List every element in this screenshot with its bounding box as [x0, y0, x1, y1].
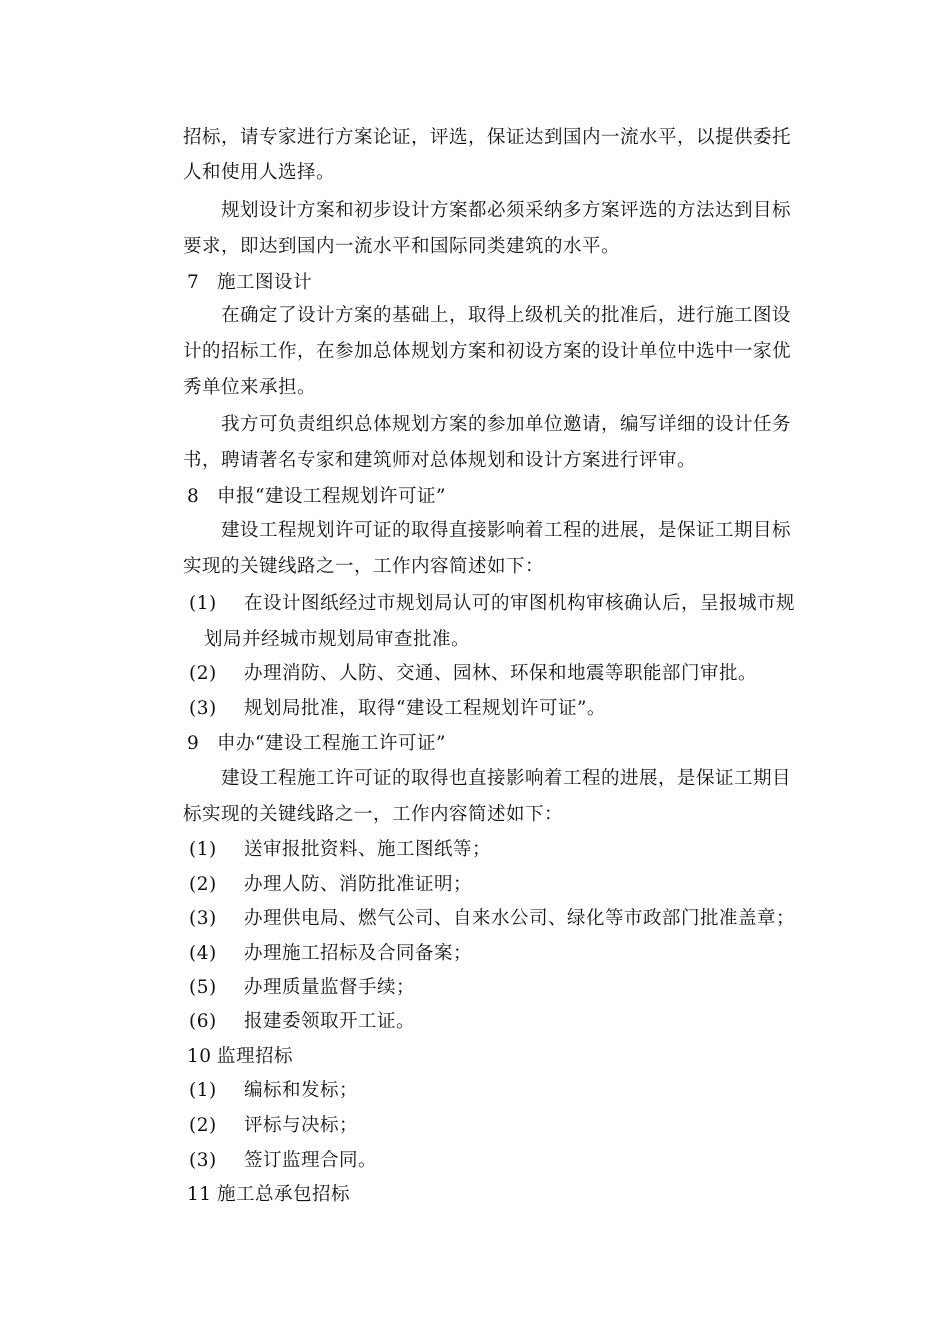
item-text: 送审报批资料、施工图纸等；: [244, 839, 492, 860]
item-text: 办理人防、消防批准证明；: [244, 874, 473, 895]
section-heading-9: [187, 732, 446, 756]
text-line: 招标，请专家进行方案论证，评选，保证达到国内一流水平，以提供委托: [183, 127, 792, 148]
section-heading-7: [187, 271, 312, 295]
text-line: 在确定了设计方案的基础上，取得上级机关的批准后，进行施工图设: [221, 305, 792, 326]
heading-number: 9: [187, 733, 200, 754]
section-heading-8: [187, 485, 446, 509]
text-line: 建设工程规划许可证的取得直接影响着工程的进展，是保证工期目标: [221, 520, 792, 541]
list-item: [189, 662, 757, 686]
list-item: [189, 1149, 377, 1173]
list-item: [189, 942, 472, 966]
list-item: [189, 873, 472, 897]
item-number: (5): [189, 977, 217, 998]
list-item: [189, 838, 491, 862]
item-number: (4): [189, 943, 217, 964]
item-text: 办理消防、人防、交通、园林、环保和地震等职能部门审批。: [244, 663, 758, 684]
item-number: (2): [189, 663, 217, 684]
item-number: (1): [189, 839, 217, 860]
heading-text: 申办“建设工程施工许可证”: [217, 733, 446, 754]
heading-number: 11: [187, 1184, 212, 1205]
item-text: 办理供电局、燃气公司、自来水公司、绿化等市政部门批准盖章；: [244, 908, 796, 929]
list-item: [189, 1010, 415, 1034]
heading-text: 监理招标: [217, 1046, 294, 1067]
list-item: [189, 592, 795, 616]
item-text: 规划局批准，取得“建设工程规划许可证”。: [244, 698, 606, 719]
list-item: [189, 1079, 358, 1103]
list-item: [189, 907, 795, 931]
item-number: (1): [189, 593, 217, 614]
section-heading-10: [187, 1045, 293, 1069]
heading-text: 施工总承包招标: [217, 1184, 351, 1205]
text-line: 我方可负责组织总体规划方案的参加单位邀请，编写详细的设计任务: [221, 414, 792, 435]
item-number: (3): [189, 1150, 217, 1171]
item-text: 评标与决标；: [244, 1115, 359, 1136]
item-text: 报建委领取开工证。: [244, 1011, 416, 1032]
list-item: [189, 697, 606, 721]
text-line: 秀单位来承担。: [183, 377, 317, 398]
item-number: (2): [189, 874, 217, 895]
list-item: [189, 1114, 358, 1138]
heading-number: 10: [187, 1046, 212, 1067]
heading-number: 7: [187, 272, 200, 293]
text-line: 实现的关键线路之一，工作内容简述如下：: [183, 556, 545, 577]
text-line: 人和使用人选择。: [183, 162, 336, 183]
section-heading-11: [187, 1183, 350, 1207]
text-line: 要求，即达到国内一流水平和国际同类建筑的水平。: [183, 236, 621, 257]
item-text: 签订监理合同。: [244, 1150, 378, 1171]
item-number: (3): [189, 698, 217, 719]
text-line: 建设工程施工许可证的取得也直接影响着工程的进展，是保证工期目: [221, 768, 792, 789]
item-number: (2): [189, 1115, 217, 1136]
item-text: 办理质量监督手续；: [244, 977, 416, 998]
list-item: [189, 976, 415, 1000]
text-line: 划局并经城市规划局审查批准。: [204, 629, 471, 650]
text-line: 规划设计方案和初步设计方案都必须采纳多方案评选的方法达到目标: [221, 200, 792, 221]
item-text: 编标和发标；: [244, 1080, 359, 1101]
item-number: (3): [189, 908, 217, 929]
item-number: (1): [189, 1080, 217, 1101]
heading-text: 施工图设计: [217, 272, 313, 293]
item-text: 在设计图纸经过市规划局认可的审图机构审核确认后，呈报城市规: [244, 593, 796, 614]
heading-text: 申报“建设工程规划许可证”: [217, 486, 446, 507]
text-line: 计的招标工作，在参加总体规划方案和初设方案的设计单位中选中一家优: [183, 341, 792, 362]
text-line: 标实现的关键线路之一，工作内容简述如下：: [183, 804, 564, 825]
text-line: 书，聘请著名专家和建筑师对总体规划和设计方案进行评审。: [183, 450, 697, 471]
heading-number: 8: [187, 486, 200, 507]
item-text: 办理施工招标及合同备案；: [244, 943, 473, 964]
item-number: (6): [189, 1011, 217, 1032]
